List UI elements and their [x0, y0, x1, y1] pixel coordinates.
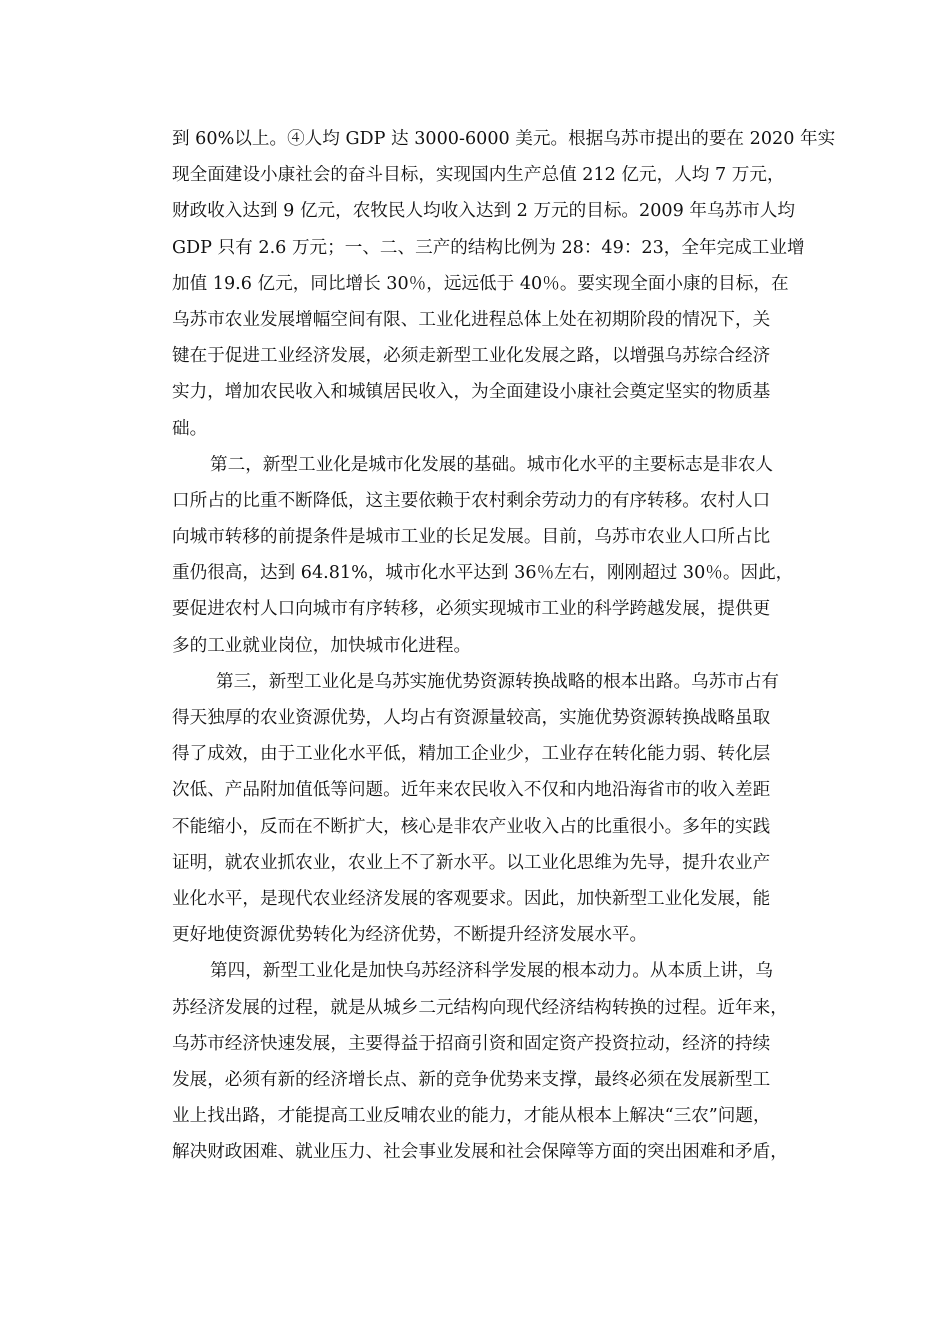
p3-line-3: 得了成效，由于工业化水平低，精加工企业少，工业存在转化能力弱、转化层 — [172, 744, 771, 765]
p3-line-8: 更好地使资源优势转化为经济优势，不断提升经济发展水平。 — [172, 925, 648, 946]
p1-line-3: 财政收入达到 9 亿元，农牧民人均收入达到 2 万元的目标。2009 年乌苏市人均 — [172, 201, 795, 222]
p1-line-9: 础。 — [172, 418, 208, 439]
p1-line-6: 乌苏市农业发展增幅空间有限、工业化进程总体上处在初期阶段的情况下，关 — [172, 309, 771, 330]
p3-line-5: 不能缩小，反而在不断扩大，核心是非农产业收入占的比重很小。多年的实践 — [172, 816, 771, 837]
p4-line-1: 第四，新型工业化是加快乌苏经济科学发展的根本动力。从本质上讲，乌 — [210, 961, 774, 982]
p4-line-5: 业上找出路，才能提高工业反哺农业的能力，才能从根本上解决“三农”问题， — [172, 1106, 771, 1127]
p3-line-2: 得天独厚的农业资源优势，人均占有资源量较高，实施优势资源转换战略虽取 — [172, 708, 771, 728]
p4-line-4: 发展，必须有新的经济增长点、新的竞争优势来支撑，最终必须在发展新型工 — [172, 1069, 771, 1090]
p1-line-2: 现全面建设小康社会的奋斗目标，实现国内生产总值 212 亿元，人均 7 万元， — [172, 165, 785, 186]
p2-line-4: 重仍很高，达到 64.81%，城市化水平达到 36％左右，刚刚超过 30％。因此， — [172, 563, 794, 584]
p1-line-7: 键在于促进工业经济发展，必须走新型工业化发展之路，以增强乌苏综合经济 — [172, 346, 771, 367]
p3-line-7: 业化水平，是现代农业经济发展的客观要求。因此，加快新型工业化发展，能 — [172, 888, 771, 909]
p1-line-4: GDP 只有 2.6 万元；一、二、三产的结构比例为 28：49：23，全年完成工业增 — [172, 237, 805, 258]
p1-line-1: 到 60%以上。④人均 GDP 达 3000-6000 美元。根据乌苏市提出的要在 2020 年实 — [172, 129, 836, 149]
p2-line-6: 多的工业就业岗位，加快城市化进程。 — [172, 635, 472, 656]
p3-line-1: 第三，新型工业化是乌苏实施优势资源转换战略的根本出路。乌苏市占有 — [216, 671, 780, 692]
p3-line-6: 证明，就农业抓农业，农业上不了新水平。以工业化思维为先导，提升农业产 — [172, 852, 771, 873]
p2-line-5: 要促进农村人口向城市有序转移，必须实现城市工业的科学跨越发展，提供更 — [172, 599, 771, 620]
p1-line-5: 加值 19.6 亿元，同比增长 30％，远远低于 40％。要实现全面小康的目标，在 — [172, 273, 789, 294]
p3-line-4: 次低、产品附加值低等问题。近年来农民收入不仅和内地沿海省市的收入差距 — [172, 780, 771, 801]
p2-line-3: 向城市转移的前提条件是城市工业的长足发展。目前，乌苏市农业人口所占比 — [172, 527, 771, 548]
p2-line-2: 口所占的比重不断降低，这主要依赖于农村剩余劳动力的有序转移。农村人口 — [172, 490, 771, 511]
p4-line-3: 乌苏市经济快速发展，主要得益于招商引资和固定资产投资拉动，经济的持续 — [172, 1033, 771, 1054]
p2-line-1: 第二，新型工业化是城市化发展的基础。城市化水平的主要标志是非农人 — [210, 454, 774, 475]
document-body — [172, 121, 836, 1170]
p4-line-6: 解决财政困难、就业压力、社会事业发展和社会保障等方面的突出困难和矛盾， — [172, 1142, 788, 1163]
p1-line-8: 实力，增加农民收入和城镇居民收入，为全面建设小康社会奠定坚实的物质基 — [172, 382, 771, 403]
p4-line-2: 苏经济发展的过程，就是从城乡二元结构向现代经济结构转换的过程。近年来， — [172, 997, 788, 1018]
